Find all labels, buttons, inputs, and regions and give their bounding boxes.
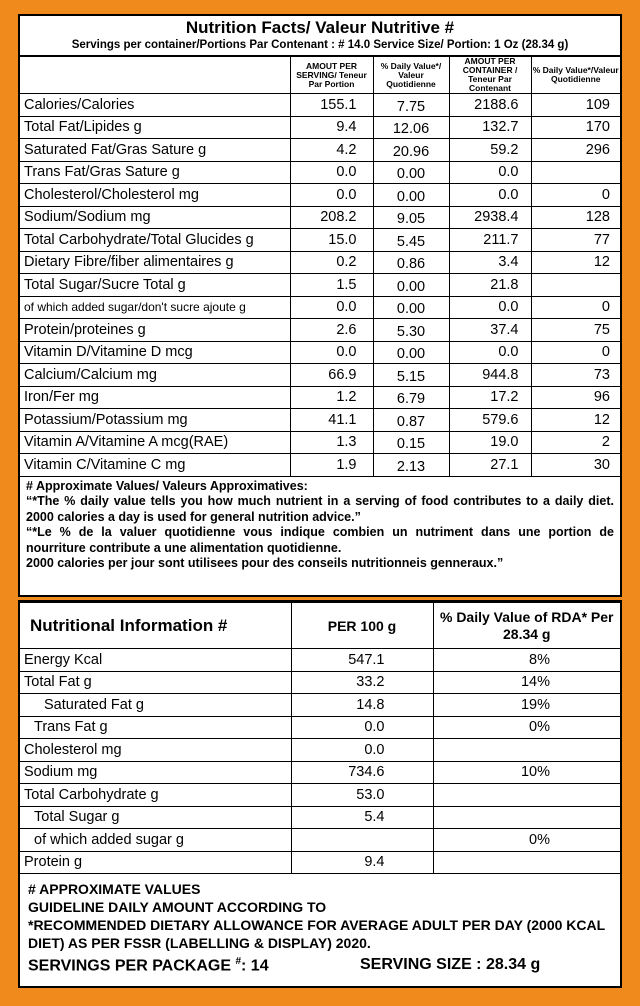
nutrient-name: of which added sugar g	[20, 829, 291, 852]
per-100g-value: 5.4	[291, 806, 433, 829]
nutrient-name: Cholesterol mg	[20, 739, 291, 762]
container-daily-value: 170	[531, 116, 620, 139]
nutrient-name: Vitamin C/Vitamine C mg	[20, 454, 290, 477]
container-daily-value: 0	[531, 184, 620, 207]
rda-value	[433, 784, 620, 807]
container-daily-value: 0	[531, 341, 620, 364]
nutrient-name: Vitamin A/Vitamine A mcg(RAE)	[20, 431, 290, 454]
daily-value: 5.15	[373, 364, 449, 387]
nutrient-name: Cholesterol/Cholesterol mg	[20, 184, 290, 207]
per-serving-value: 9.4	[290, 116, 373, 139]
per-serving-value: 1.2	[290, 386, 373, 409]
nutrient-name: Vitamin D/Vitamine D mcg	[20, 341, 290, 364]
rda-value: 0%	[433, 716, 620, 739]
nutrient-name: Total Fat g	[20, 671, 291, 694]
daily-value: 0.00	[373, 274, 449, 297]
daily-value: 2.13	[373, 454, 449, 477]
per-container-value: 27.1	[449, 454, 531, 477]
table-row	[20, 431, 620, 454]
note-line: “*Le % de la valuer quotidienne vous indique combien un nutriment dans une portion de nourriture contribute a une alimentation quotidienne.	[26, 525, 614, 555]
daily-value: 0.00	[373, 161, 449, 184]
per-100g-value: 14.8	[291, 694, 433, 717]
nutrient-name: Total Carbohydrate/Total Glucides g	[20, 229, 290, 252]
daily-value: 6.79	[373, 386, 449, 409]
rda-value: 8%	[433, 649, 620, 672]
container-daily-value	[531, 161, 620, 184]
header-daily-value-container: % Daily Value*/Valeur Quotidienne	[531, 57, 620, 94]
per-container-value: 2938.4	[449, 206, 531, 229]
rda-value: 19%	[433, 694, 620, 717]
container-daily-value: 77	[531, 229, 620, 252]
table-row	[20, 649, 620, 672]
table-row	[20, 716, 620, 739]
nutrition-facts-table	[20, 56, 620, 477]
per-serving-value: 2.6	[290, 319, 373, 342]
daily-value: 5.45	[373, 229, 449, 252]
rda-value	[433, 739, 620, 762]
table-row	[20, 694, 620, 717]
table-row	[20, 296, 620, 319]
daily-value: 0.00	[373, 341, 449, 364]
table-row	[20, 364, 620, 387]
table-header-row	[20, 603, 620, 649]
nutrition-facts-panel	[18, 14, 622, 597]
note-line: *RECOMMENDED DIETARY ALLOWANCE FOR AVERAGE ADULT PER DAY (2000 KCAL DIET) AS PER FSSR (LABELLING & DISPLAY) 2020.	[28, 917, 605, 951]
per-serving-value: 0.0	[290, 341, 373, 364]
table-row	[20, 251, 620, 274]
daily-value: 0.15	[373, 431, 449, 454]
daily-value: 0.00	[373, 296, 449, 319]
per-100g-value: 33.2	[291, 671, 433, 694]
per-100g-value: 9.4	[291, 851, 433, 874]
nutrient-name: Sodium/Sodium mg	[20, 206, 290, 229]
table-row	[20, 229, 620, 252]
daily-value: 7.75	[373, 94, 449, 117]
nutrient-name: Dietary Fibre/fiber alimentaires g	[20, 251, 290, 274]
per-serving-value: 15.0	[290, 229, 373, 252]
per-serving-value: 1.5	[290, 274, 373, 297]
per-serving-value: 0.0	[290, 296, 373, 319]
container-daily-value	[531, 274, 620, 297]
rda-value: 0%	[433, 829, 620, 852]
nutrient-name: Saturated Fat/Gras Sature g	[20, 139, 290, 162]
nutrient-name: Protein g	[20, 851, 291, 874]
table-row	[20, 139, 620, 162]
per-100g-value: 0.0	[291, 716, 433, 739]
container-daily-value: 30	[531, 454, 620, 477]
rda-value: 10%	[433, 761, 620, 784]
nutrient-name: Trans Fat/Gras Sature g	[20, 161, 290, 184]
servings-subtitle: Servings per container/Portions Par Contenant : # 14.0 Service Size/ Portion: 1 Oz (28.34 g)	[20, 38, 620, 56]
nutrient-name: Iron/Fer mg	[20, 386, 290, 409]
guideline-notes	[20, 874, 620, 952]
per-100g-value: 734.6	[291, 761, 433, 784]
per-serving-value: 1.9	[290, 454, 373, 477]
per-container-value: 37.4	[449, 319, 531, 342]
nutritional-information-panel	[18, 600, 622, 988]
note-line: “*The % daily value tells you how much nutrient in a serving of food contributes to a daily diet. 2000 calories a day is used for general nutrition advice.”	[26, 494, 614, 524]
nutritional-information-table	[20, 602, 620, 874]
per-container-value: 2188.6	[449, 94, 531, 117]
nutrient-name: Trans Fat g	[20, 716, 291, 739]
nutrient-name: Sodium mg	[20, 761, 291, 784]
per-serving-value: 0.0	[290, 161, 373, 184]
nutrient-name: of which added sugar/don't sucre ajoute g	[20, 296, 290, 319]
approximate-values-notes	[20, 477, 620, 572]
per-serving-value: 155.1	[290, 94, 373, 117]
table-row	[20, 829, 620, 852]
table-row	[20, 94, 620, 117]
nutrition-facts-title: Nutrition Facts/ Valeur Nutritive #	[185, 18, 455, 37]
per-100g-value: 547.1	[291, 649, 433, 672]
table-row	[20, 806, 620, 829]
container-daily-value: 96	[531, 386, 620, 409]
table-header-row	[20, 57, 620, 94]
per-container-value: 17.2	[449, 386, 531, 409]
per-serving-value: 4.2	[290, 139, 373, 162]
per-serving-value: 41.1	[290, 409, 373, 432]
daily-value: 5.30	[373, 319, 449, 342]
daily-value: 0.00	[373, 184, 449, 207]
header-rda: % Daily Value of RDA* Per 28.34 g	[433, 603, 620, 649]
nutrient-name: Total Carbohydrate g	[20, 784, 291, 807]
table-row	[20, 784, 620, 807]
table-row	[20, 409, 620, 432]
container-daily-value: 128	[531, 206, 620, 229]
per-serving-value: 0.0	[290, 184, 373, 207]
nutrient-name: Total Fat/Lipides g	[20, 116, 290, 139]
daily-value: 9.05	[373, 206, 449, 229]
header-nutrient	[20, 57, 290, 94]
per-serving-value: 0.2	[290, 251, 373, 274]
per-100g-value: 0.0	[291, 739, 433, 762]
per-serving-value: 66.9	[290, 364, 373, 387]
servings-per-package: SERVINGS PER PACKAGE #: 14	[28, 956, 269, 975]
daily-value: 0.87	[373, 409, 449, 432]
per-container-value: 0.0	[449, 296, 531, 319]
per-container-value: 0.0	[449, 161, 531, 184]
note-line: GUIDELINE DAILY AMOUNT ACCORDING TO	[28, 899, 327, 915]
per-container-value: 0.0	[449, 341, 531, 364]
header-per-container: AMOUT PER CONTAINER / Teneur Par Contenant	[449, 57, 531, 94]
header-per-serving: AMOUT PER SERVING/ Teneur Par Portion	[290, 57, 373, 94]
per-container-value: 211.7	[449, 229, 531, 252]
header-nutritional-information: Nutritional Information #	[20, 603, 291, 649]
container-daily-value: 73	[531, 364, 620, 387]
header-per-100g: PER 100 g	[291, 603, 433, 649]
table-row	[20, 319, 620, 342]
rda-value: 14%	[433, 671, 620, 694]
table-row	[20, 454, 620, 477]
per-container-value: 3.4	[449, 251, 531, 274]
per-serving-value: 208.2	[290, 206, 373, 229]
table-row	[20, 116, 620, 139]
servings-footer	[20, 952, 620, 978]
container-daily-value: 2	[531, 431, 620, 454]
container-daily-value: 12	[531, 409, 620, 432]
container-daily-value: 296	[531, 139, 620, 162]
daily-value: 12.06	[373, 116, 449, 139]
note-line: # Approximate Values/ Valeurs Approximatives:	[26, 478, 308, 493]
note-line: 2000 calories per jour sont utilisees pour des conseils nutritionneis genneraux.”	[26, 556, 504, 570]
header-daily-value: % Daily Value*/ Valeur Quotidienne	[373, 57, 449, 94]
note-line: # APPROXIMATE VALUES	[28, 881, 201, 897]
per-container-value: 59.2	[449, 139, 531, 162]
daily-value: 20.96	[373, 139, 449, 162]
rda-value	[433, 806, 620, 829]
per-container-value: 132.7	[449, 116, 531, 139]
table-row	[20, 274, 620, 297]
per-container-value: 21.8	[449, 274, 531, 297]
nutrient-name: Protein/proteines g	[20, 319, 290, 342]
nutrient-name: Calcium/Calcium mg	[20, 364, 290, 387]
per-container-value: 579.6	[449, 409, 531, 432]
table-row	[20, 851, 620, 874]
nutrient-name: Energy Kcal	[20, 649, 291, 672]
table-row	[20, 341, 620, 364]
container-daily-value: 12	[531, 251, 620, 274]
table-row	[20, 671, 620, 694]
nutrient-name: Calories/Calories	[20, 94, 290, 117]
table-row	[20, 184, 620, 207]
table-row	[20, 761, 620, 784]
rda-value	[433, 851, 620, 874]
table-row	[20, 386, 620, 409]
table-row	[20, 161, 620, 184]
per-100g-value	[291, 829, 433, 852]
per-serving-value: 1.3	[290, 431, 373, 454]
container-daily-value: 0	[531, 296, 620, 319]
per-container-value: 0.0	[449, 184, 531, 207]
nutrient-name: Total Sugar/Sucre Total g	[20, 274, 290, 297]
container-daily-value: 109	[531, 94, 620, 117]
serving-size: SERVING SIZE : 28.34 g	[360, 956, 541, 973]
nutrient-name: Saturated Fat g	[20, 694, 291, 717]
per-100g-value: 53.0	[291, 784, 433, 807]
per-container-value: 19.0	[449, 431, 531, 454]
nutrient-name: Potassium/Potassium mg	[20, 409, 290, 432]
per-container-value: 944.8	[449, 364, 531, 387]
table-row	[20, 206, 620, 229]
container-daily-value: 75	[531, 319, 620, 342]
daily-value: 0.86	[373, 251, 449, 274]
nutrient-name: Total Sugar g	[20, 806, 291, 829]
table-row	[20, 739, 620, 762]
